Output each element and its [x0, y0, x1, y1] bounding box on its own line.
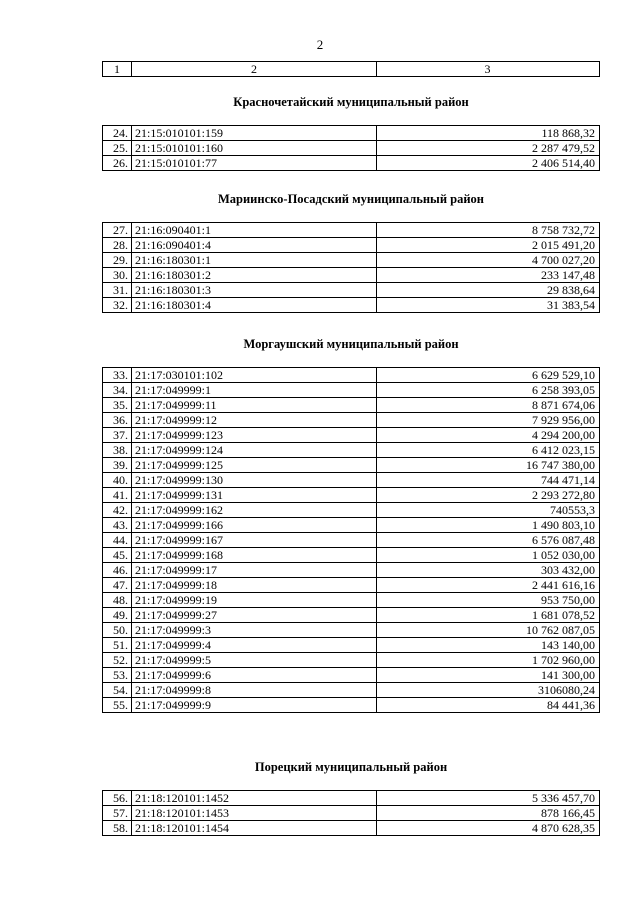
row-number: 48. — [103, 593, 132, 608]
table-row — [103, 533, 600, 548]
cadastral-number: 21:17:049999:11 — [132, 398, 377, 413]
cadastral-value: 1 702 960,00 — [377, 653, 600, 668]
cadastral-value: 2 287 479,52 — [377, 141, 600, 156]
cadastral-value: 4 294 200,00 — [377, 428, 600, 443]
cadastral-value: 2 406 514,40 — [377, 156, 600, 171]
row-number: 42. — [103, 503, 132, 518]
cadastral-value: 2 441 616,16 — [377, 578, 600, 593]
row-number: 52. — [103, 653, 132, 668]
table-row — [103, 413, 600, 428]
cadastral-number: 21:18:120101:1453 — [132, 806, 377, 821]
row-number: 30. — [103, 268, 132, 283]
row-number: 33. — [103, 368, 132, 383]
cadastral-number: 21:18:120101:1452 — [132, 791, 377, 806]
cadastral-value: 4 700 027,20 — [377, 253, 600, 268]
cadastral-number: 21:16:180301:4 — [132, 298, 377, 313]
cadastral-number: 21:15:010101:160 — [132, 141, 377, 156]
table-row — [103, 238, 600, 253]
row-number: 31. — [103, 283, 132, 298]
section-title-morgaushsky: Моргаушский муниципальный район — [243, 337, 459, 351]
table-row — [103, 383, 600, 398]
table-row — [103, 298, 600, 313]
row-number: 34. — [103, 383, 132, 398]
cadastral-number: 21:17:049999:4 — [132, 638, 377, 653]
page-number: 2 — [316, 37, 324, 52]
table-row — [103, 126, 600, 141]
row-number: 53. — [103, 668, 132, 683]
table-row — [103, 653, 600, 668]
cadastral-number: 21:15:010101:77 — [132, 156, 377, 171]
cadastral-value: 4 870 628,35 — [377, 821, 600, 836]
column-header-row — [103, 62, 600, 77]
table-row — [103, 578, 600, 593]
section-title-mariinsko-posadsky: Мариинско-Посадский муниципальный район — [217, 192, 485, 206]
row-number: 37. — [103, 428, 132, 443]
cadastral-number: 21:17:030101:102 — [132, 368, 377, 383]
table-krasnochetaisky — [102, 125, 600, 171]
cadastral-value: 5 336 457,70 — [377, 791, 600, 806]
row-number: 38. — [103, 443, 132, 458]
table-row — [103, 608, 600, 623]
cadastral-value: 2 293 272,80 — [377, 488, 600, 503]
cadastral-number: 21:17:049999:125 — [132, 458, 377, 473]
cadastral-value: 740553,3 — [377, 503, 600, 518]
table-row — [103, 563, 600, 578]
section-title-poretsky: Порецкий муниципальный район — [254, 760, 448, 774]
table-poretsky — [102, 790, 600, 836]
column-header-2: 2 — [132, 62, 377, 77]
section-title-krasnochetaisky: Красночетайский муниципальный район — [233, 95, 469, 109]
cadastral-value: 84 441,36 — [377, 698, 600, 713]
cadastral-number: 21:17:049999:9 — [132, 698, 377, 713]
cadastral-number: 21:17:049999:123 — [132, 428, 377, 443]
column-header-1: 1 — [103, 62, 132, 77]
table-row — [103, 623, 600, 638]
cadastral-number: 21:16:090401:1 — [132, 223, 377, 238]
table-row — [103, 548, 600, 563]
cadastral-number: 21:18:120101:1454 — [132, 821, 377, 836]
table-morgaushsky — [102, 367, 600, 713]
cadastral-value: 878 166,45 — [377, 806, 600, 821]
table-row — [103, 283, 600, 298]
row-number: 35. — [103, 398, 132, 413]
table-row — [103, 443, 600, 458]
cadastral-number: 21:17:049999:167 — [132, 533, 377, 548]
table-row — [103, 253, 600, 268]
cadastral-value: 6 576 087,48 — [377, 533, 600, 548]
cadastral-number: 21:17:049999:3 — [132, 623, 377, 638]
cadastral-value: 6 258 393,05 — [377, 383, 600, 398]
table-row — [103, 503, 600, 518]
cadastral-number: 21:17:049999:130 — [132, 473, 377, 488]
cadastral-value: 1 052 030,00 — [377, 548, 600, 563]
table-row — [103, 223, 600, 238]
cadastral-number: 21:16:180301:3 — [132, 283, 377, 298]
cadastral-number: 21:17:049999:6 — [132, 668, 377, 683]
table-row — [103, 488, 600, 503]
row-number: 49. — [103, 608, 132, 623]
cadastral-number: 21:17:049999:12 — [132, 413, 377, 428]
row-number: 58. — [103, 821, 132, 836]
cadastral-value: 6 629 529,10 — [377, 368, 600, 383]
column-header-3: 3 — [377, 62, 600, 77]
cadastral-number: 21:17:049999:5 — [132, 653, 377, 668]
row-number: 56. — [103, 791, 132, 806]
cadastral-value: 6 412 023,15 — [377, 443, 600, 458]
row-number: 25. — [103, 141, 132, 156]
cadastral-value: 8 758 732,72 — [377, 223, 600, 238]
cadastral-number: 21:16:180301:1 — [132, 253, 377, 268]
row-number: 54. — [103, 683, 132, 698]
cadastral-value: 3106080,24 — [377, 683, 600, 698]
row-number: 45. — [103, 548, 132, 563]
cadastral-value: 233 147,48 — [377, 268, 600, 283]
header-table — [102, 61, 600, 77]
table-row — [103, 458, 600, 473]
table-row — [103, 821, 600, 836]
row-number: 39. — [103, 458, 132, 473]
cadastral-value: 2 015 491,20 — [377, 238, 600, 253]
table-row — [103, 368, 600, 383]
table-row — [103, 683, 600, 698]
cadastral-number: 21:17:049999:162 — [132, 503, 377, 518]
table-row — [103, 518, 600, 533]
table-mariinsko-posadsky — [102, 222, 600, 313]
cadastral-value: 8 871 674,06 — [377, 398, 600, 413]
row-number: 43. — [103, 518, 132, 533]
table-row — [103, 473, 600, 488]
row-number: 24. — [103, 126, 132, 141]
table-row — [103, 398, 600, 413]
cadastral-number: 21:17:049999:17 — [132, 563, 377, 578]
row-number: 27. — [103, 223, 132, 238]
cadastral-value: 141 300,00 — [377, 668, 600, 683]
row-number: 32. — [103, 298, 132, 313]
row-number: 50. — [103, 623, 132, 638]
cadastral-number: 21:17:049999:8 — [132, 683, 377, 698]
cadastral-value: 744 471,14 — [377, 473, 600, 488]
row-number: 47. — [103, 578, 132, 593]
row-number: 41. — [103, 488, 132, 503]
cadastral-number: 21:17:049999:19 — [132, 593, 377, 608]
cadastral-number: 21:17:049999:27 — [132, 608, 377, 623]
row-number: 57. — [103, 806, 132, 821]
cadastral-value: 1 490 803,10 — [377, 518, 600, 533]
cadastral-value: 303 432,00 — [377, 563, 600, 578]
row-number: 44. — [103, 533, 132, 548]
table-row — [103, 141, 600, 156]
cadastral-number: 21:17:049999:168 — [132, 548, 377, 563]
table-row — [103, 806, 600, 821]
cadastral-value: 29 838,64 — [377, 283, 600, 298]
cadastral-number: 21:17:049999:131 — [132, 488, 377, 503]
cadastral-value: 953 750,00 — [377, 593, 600, 608]
cadastral-value: 16 747 380,00 — [377, 458, 600, 473]
cadastral-number: 21:15:010101:159 — [132, 126, 377, 141]
cadastral-value: 1 681 078,52 — [377, 608, 600, 623]
table-row — [103, 791, 600, 806]
row-number: 55. — [103, 698, 132, 713]
row-number: 36. — [103, 413, 132, 428]
row-number: 51. — [103, 638, 132, 653]
row-number: 40. — [103, 473, 132, 488]
cadastral-number: 21:17:049999:18 — [132, 578, 377, 593]
table-row — [103, 638, 600, 653]
cadastral-number: 21:17:049999:124 — [132, 443, 377, 458]
table-row — [103, 268, 600, 283]
row-number: 28. — [103, 238, 132, 253]
table-row — [103, 593, 600, 608]
table-row — [103, 698, 600, 713]
cadastral-number: 21:16:180301:2 — [132, 268, 377, 283]
cadastral-value: 7 929 956,00 — [377, 413, 600, 428]
table-row — [103, 156, 600, 171]
table-row — [103, 428, 600, 443]
cadastral-value: 10 762 087,05 — [377, 623, 600, 638]
table-row — [103, 668, 600, 683]
cadastral-number: 21:17:049999:166 — [132, 518, 377, 533]
row-number: 29. — [103, 253, 132, 268]
cadastral-value: 143 140,00 — [377, 638, 600, 653]
cadastral-number: 21:16:090401:4 — [132, 238, 377, 253]
cadastral-number: 21:17:049999:1 — [132, 383, 377, 398]
row-number: 46. — [103, 563, 132, 578]
cadastral-value: 118 868,32 — [377, 126, 600, 141]
row-number: 26. — [103, 156, 132, 171]
cadastral-value: 31 383,54 — [377, 298, 600, 313]
